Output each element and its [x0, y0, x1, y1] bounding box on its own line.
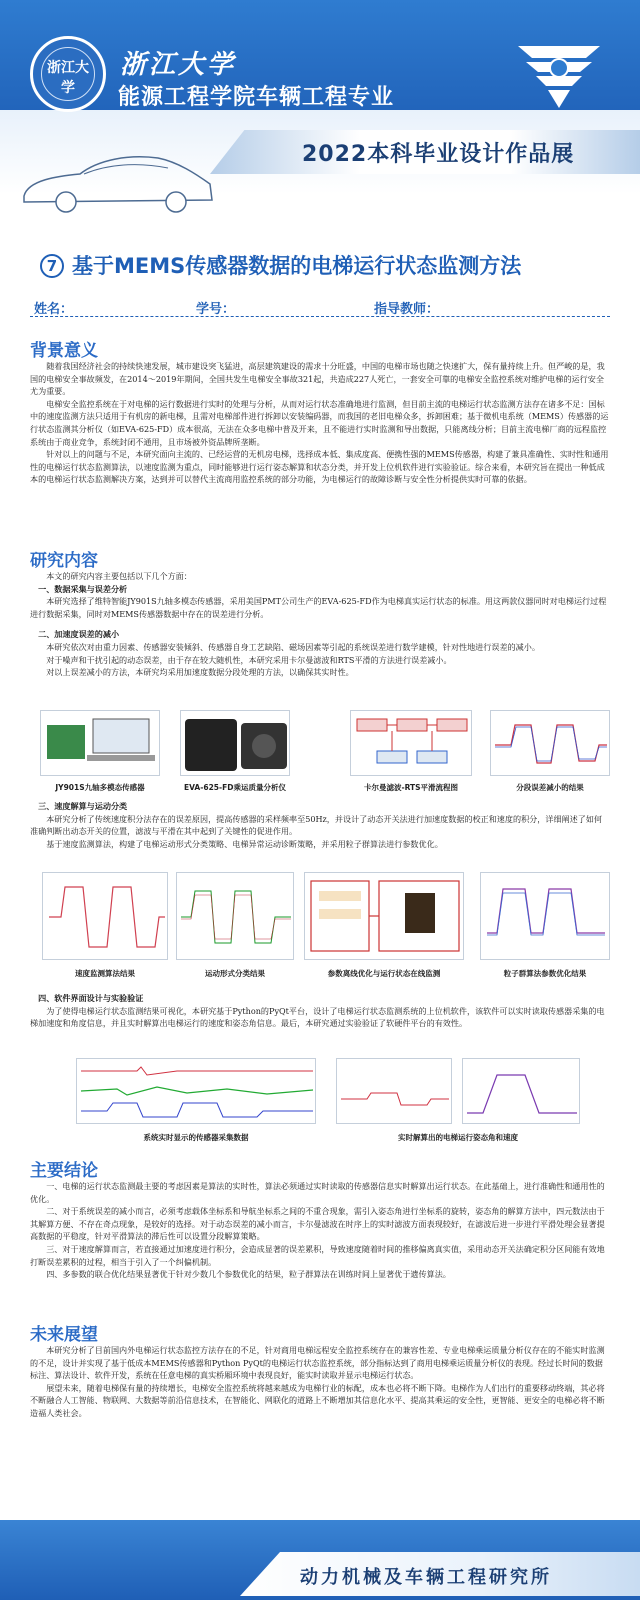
- realtime-data-plot: [77, 1059, 316, 1124]
- velocity-plot: [43, 873, 168, 960]
- footer-institute: 动力机械及车辆工程研究所: [300, 1567, 552, 1588]
- background-text: [30, 360, 610, 486]
- research-text-3: [30, 992, 610, 1030]
- university-name: 浙江大学: [120, 50, 237, 80]
- figure-kalman-flow: [350, 710, 472, 776]
- research-subheading-2: 二、加速度误差的减小: [38, 629, 120, 640]
- advisor-label: 指导教师：: [374, 302, 440, 317]
- caption-pso: 粒子群算法参数优化结果: [503, 969, 587, 978]
- exhibition-title: 2022本科毕业设计作品展: [302, 142, 575, 167]
- project-number: 7: [40, 254, 64, 278]
- motion-class-plot: [177, 873, 294, 960]
- figure-pso-result: [480, 872, 610, 960]
- conclusion-paragraph-4: 四、多参数的联合优化结果显著优于针对少数几个参数优化的结果，粒子群算法在训练时间上显著优于遗传算法。: [46, 1269, 451, 1280]
- department-name: 能源工程学院车辆工程专业: [118, 85, 395, 110]
- caption-motion: 运动形式分类结果: [205, 969, 265, 978]
- research-intro: 本文的研究内容主要包括以下几个方面：: [46, 571, 192, 581]
- project-title-text: 基于MEMS传感器数据的电梯运行状态监测方法: [72, 254, 522, 278]
- kalman-flow-illustration: [351, 711, 472, 776]
- car-outline-icon: [18, 140, 218, 220]
- analyzer-illustration: [181, 711, 290, 776]
- figure-realtime-data: [76, 1058, 316, 1124]
- conclusion-paragraph-1: 一、电梯的运行状态监测最主要的考虑因素是算法的实时性，算法必须通过实时读取的传感器信息实时解算出运行状态。在此基础上，进行准确性和通用性的优化。: [30, 1181, 605, 1204]
- outlook-paragraph-1: 本研究分析了目前国内外电梯运行状态监控方法存在的不足，针对商用电梯远程安全监控系统存在的兼容性差、专业电梯乘运质量分析仪存在的不能实时监测的不足，设计并实现了基于低成本MEMS传感器和Python PyQt的电梯运行状态监控系统，部分指标达到了商用电梯乘运质量分析仪的表现。经过长时间的数据标注、算法设计、软件开发，系统在任意电梯的真实桥厢环境中表现良好，能实时读取并显示电梯运行状态。: [30, 1345, 605, 1381]
- realtime-velocity-plot: [463, 1059, 580, 1124]
- outlook-text: [30, 1344, 610, 1420]
- research-s2-paragraph-3: 对以上误差减小的方法，本研究均采用加速度数据分段处理的方法，以确保其实时性。: [46, 667, 354, 678]
- research-subheading-4: 四、软件界面设计与实验验证: [38, 993, 144, 1003]
- research-s2-paragraph-1: 本研究依次对由重力因素、传感器安装倾斜、传感器自身工艺缺陷、磁场因素等引起的系统误差进行数学建模，针对性地进行误差的减小。: [46, 641, 540, 652]
- sensor-illustration: [41, 711, 160, 776]
- caption-velocity: 速度监测算法结果: [75, 969, 135, 978]
- segment-result-plot: [491, 711, 610, 776]
- conclusion-paragraph-2: 二、对于系统误差的减小而言，必须考虑载体坐标系和导航坐标系之间的不重合现象，需引入姿态角进行坐标系的旋转，姿态角的解算方法中，四元数法由于其解算方便、不存在奇点现象，是较好的选择。对于动态误差的减小而言，卡尔曼滤波在时序上的实时滤波方面表现较好，在滤波后进一步进行平滑处理会显著提高数据的平稳度，针对平滑算法的滞后性可以设置分段解算策略。: [30, 1206, 605, 1242]
- research-s2-paragraph-2: 对于噪声和干扰引起的动态误差，由于存在较大随机性，本研究采用卡尔曼滤波和RTS平滑的方法进行误差减小。: [46, 654, 452, 665]
- project-title: [40, 250, 620, 280]
- research-text-1: [30, 570, 610, 679]
- conclusion-text: [30, 1180, 610, 1281]
- section-heading-background: 背景意义: [30, 341, 98, 361]
- research-text-2: [30, 800, 610, 850]
- university-logo: [30, 36, 106, 112]
- pso-result-plot: [481, 873, 610, 960]
- logo-lettering: 浙江大学: [47, 60, 89, 96]
- figure-realtime-angle: [336, 1058, 452, 1124]
- param-optimization-diagram: [305, 873, 464, 960]
- eagle-emblem-icon: [518, 40, 600, 110]
- caption-kalman: 卡尔曼滤波-RTS平滑流程图: [363, 783, 459, 792]
- caption-sensor: JY901S九轴多模态传感器: [55, 783, 145, 792]
- student-id-label: 学号：: [196, 302, 236, 317]
- outlook-paragraph-2: 展望未来，随着电梯保有量的持续增长，电梯安全监控系统将越来越成为电梯行业的标配，成本也必将不断下降。电梯作为人们出行的重要移动终端，其必将不断融合人工智能、物联网、大数据等前沿信息技术，在智能化、网联化的道路上不断增加其信息化水平、提高其乘运的安全性，更智能、更安全的电梯必将不断造福人类社会。: [30, 1382, 605, 1418]
- title-divider: [30, 316, 610, 317]
- figure-param-optimization: [304, 872, 464, 960]
- research-s3-paragraph-1: 本研究分析了传统速度积分法存在的误差原因，提高传感器的采样频率至50Hz，并设计了动态开关法进行加速度数据的校正和速度的积分，详细阐述了如何准确判断出动态开关的位置，滤波与平滑在其中起到了关键性的促进作用。: [30, 813, 603, 837]
- research-s3-paragraph-2: 基于速度监测算法，构建了电梯运动形式分类策略、电梯异常运动诊断策略，并采用粒子群算法进行参数优化。: [46, 838, 443, 849]
- research-s1-paragraph: 本研究选择了维特智能JY901S九轴多模态传感器，采用美国PMT公司生产的EVA-625-FD作为电梯真实运行状态的标准。用这两款仪器同时对电梯运行过程进行数据采集，同时对MEMS传感器数据中存在的误差进行分析。: [30, 596, 607, 619]
- caption-realtime-result: 实时解算出的电梯运行姿态角和速度: [398, 1133, 518, 1142]
- research-subheading-1: 一、数据采集与误差分析: [38, 583, 128, 594]
- section-heading-conclusion: 主要结论: [30, 1161, 98, 1181]
- caption-realtime-data: 系统实时显示的传感器采集数据: [143, 1133, 249, 1142]
- background-paragraph-3: 针对以上的问题与不足，本研究面向主流的、已经运营的无机房电梯，选择成本低、集成度高、便携性强的MEMS传感器，构建了兼具准确性、实时性和通用性的电梯运行状态监测算法，以速度监测为重点，同时能够进行运行姿态解算和状态分类，并开发上位机软件进行实验验证。综合来看，本研究旨在提出一种低成本的电梯运行状态监测解决方案，达到并可以替代主流商用监控系统的部分功能，为电梯运行的故障诊断与安全性分析提供实时可靠的依据。: [30, 449, 609, 485]
- section-heading-outlook: 未来展望: [30, 1325, 98, 1345]
- figure-analyzer: [180, 710, 290, 776]
- caption-segment: 分段误差减小的结果: [516, 783, 584, 792]
- caption-param: 参数离线优化与运行状态在线监测: [327, 969, 441, 978]
- background-paragraph-1: 随着我国经济社会的持续快速发展，城市建设突飞猛进，高层建筑建设的需求十分旺盛，中国的电梯市场也随之快速扩大，保有量持续上升。但严峻的是，我国的电梯安全事故频发，在2014～2019年期间，全国共发生电梯安全事故321起，共造成227人死亡，一套安全可靠的电梯安全监控系统对维护电梯的运行安全尤为重要。: [30, 361, 605, 397]
- figure-motion-class: [176, 872, 294, 960]
- figure-sensor: [40, 710, 160, 776]
- research-subheading-3: 三、速度解算与运动分类: [38, 801, 128, 811]
- figure-realtime-velocity: [462, 1058, 580, 1124]
- name-label: 姓名：: [34, 302, 74, 317]
- research-s4-paragraph: 为了使得电梯运行状态监测结果可视化，本研究基于Python的PyQt平台，设计了电梯运行状态监测系统的上位机软件，该软件可以实时读取传感器采集的电梯加速度和角度信息，并且实时解算出电梯运行的速度和姿态角信息。最后，本研究通过实验验证了软硬件平台的有效性。: [30, 1005, 605, 1029]
- caption-analyzer: EVA-625-FD乘运质量分析仪: [184, 783, 286, 792]
- figure-segment-result: [490, 710, 610, 776]
- realtime-angle-plot: [337, 1059, 452, 1124]
- section-heading-research: 研究内容: [30, 551, 98, 571]
- figure-velocity-result: [42, 872, 168, 960]
- conclusion-paragraph-3: 三、对于速度解算而言，若直接通过加速度进行积分，会造成显著的误差累积，导致速度随着时间的推移偏离真实值，采用动态开关法确定积分区间能有效地打断误差累积的过程，相当于引入了一个纠偏机制。: [30, 1243, 605, 1267]
- background-paragraph-2: 电梯安全监控系统在于对电梯的运行数据进行实时的处理与分析，从而对运行状态准确地进行监测，但目前主流的电梯运行状态监测方法存在诸多不足：国标中的速度监测方法只适用于有机房的新电梯，且需对电梯部件进行拆卸以安装编码器，而我国的老旧电梯众多，拆卸困难；基于微机电系统（MEMS）传感器的运行状态监测其分析仪（如EVA-625-FD）成本很高，无法在众多电梯中普及开来，且不能进行实时监测和导出数据，只能离线分析；目前主流电梯厂商的远程监控系统由于商业竞争，系统封闭不通用，且市场被外资品牌所垄断。: [30, 398, 609, 447]
